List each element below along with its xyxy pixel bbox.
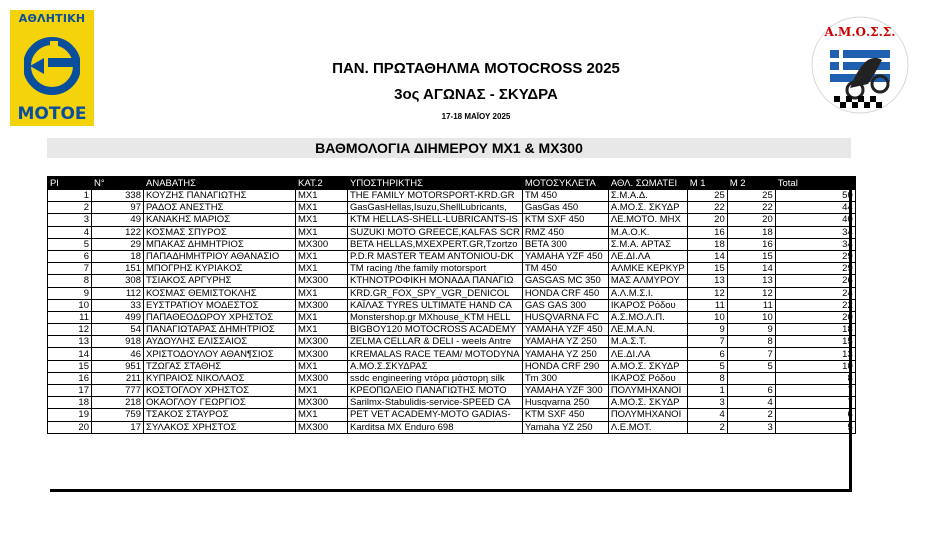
col-moto1-cell: 12 [687, 287, 727, 299]
col-place-cell: 14 [48, 348, 92, 360]
col-club-cell: Α.Λ.Μ.Σ.Ι. [608, 287, 687, 299]
table-row [48, 214, 856, 226]
col-category-cell: MX1 [296, 324, 348, 336]
col-club-cell: ΠΟΛΥΜΗΧΑΝΟΙ [608, 409, 687, 421]
col-sponsor-cell: KRD.GR_FOX_SPY_VGR_DENICOL [348, 287, 523, 299]
col-moto2-header: Μ 2 [727, 177, 775, 190]
standings-banner [47, 138, 851, 158]
col-motorcycle-cell: YAMAHA YZF 450 [522, 324, 608, 336]
col-number-cell: 54 [92, 324, 144, 336]
logo-top-text: ΑΘΛΗΤΙΚΗ [18, 12, 86, 25]
col-sponsor-cell: SUZUKI MOTO GREECE,KALFAS SCR [348, 226, 523, 238]
col-number-cell: 338 [92, 190, 144, 202]
col-motorcycle-cell: TM 450 [522, 190, 608, 202]
col-motorcycle-cell: GASGAS MC 350 [522, 275, 608, 287]
col-number-cell: 112 [92, 287, 144, 299]
col-place-cell: 17 [48, 385, 92, 397]
col-number-cell: 151 [92, 263, 144, 275]
col-total-cell: 8 [775, 372, 855, 384]
col-number-cell: 211 [92, 372, 144, 384]
col-category-cell: MX1 [296, 263, 348, 275]
col-number-cell: 18 [92, 250, 144, 262]
col-sponsor-cell: GasGasHellas,Isuzu,ShellLubricants, [348, 202, 523, 214]
col-moto1-cell: 22 [687, 202, 727, 214]
col-category-header: ΚΑΤ.2 [296, 177, 348, 190]
col-motorcycle-cell: YAMAHA YZF 300 [522, 385, 608, 397]
col-rider-header: ΑΝΑΒΑΤΗΣ [144, 177, 296, 190]
col-club-cell: ΠΟΛΥΜΗΧΑΝΟΙ [608, 385, 687, 397]
col-moto1-cell: 2 [687, 421, 727, 433]
col-club-cell: Α.ΜΟ.Σ. ΣΚΥΔΡ [608, 360, 687, 372]
col-total-header: Total [775, 177, 855, 190]
col-category-cell: MX1 [296, 311, 348, 323]
col-rider-cell: ΚΑΝΑΚΗΣ ΜΑΡΙΟΣ [144, 214, 296, 226]
col-category-cell: MX300 [296, 238, 348, 250]
col-number-cell: 308 [92, 275, 144, 287]
table-row [48, 385, 856, 397]
col-sponsor-cell: Monstershop.gr MXhouse_KTM HELL [348, 311, 523, 323]
col-moto1-cell: 13 [687, 275, 727, 287]
col-sponsor-cell: Α.ΜΟ.Σ.ΣΚΥΔΡΑΣ [348, 360, 523, 372]
event-date: 17-18 ΜΑΪΟΥ 2025 [441, 112, 511, 121]
col-rider-cell: ΠΑΠΑΔΗΜΗΤΡΙΟΥ ΑΘΑΝΑΣΙΟ [144, 250, 296, 262]
col-club-cell: Μ.Α.Ο.Κ. [608, 226, 687, 238]
col-place-cell: 7 [48, 263, 92, 275]
table-row [48, 190, 856, 202]
col-total-cell: 26 [775, 275, 855, 287]
table-header-row [48, 177, 856, 190]
col-moto2-cell: 10 [727, 311, 775, 323]
col-moto1-cell: 20 [687, 214, 727, 226]
col-sponsor-cell: Sarilmx-Stabulidis-service-SPEED CA [348, 397, 523, 409]
col-place-header: Pl [48, 177, 92, 190]
col-club-cell: ΙΚΑΡΟΣ Ρόδου [608, 372, 687, 384]
col-moto1-cell: 9 [687, 324, 727, 336]
col-moto1-cell: 1 [687, 385, 727, 397]
col-moto1-cell: 18 [687, 238, 727, 250]
col-rider-cell: ΚΟΣΜΑΣ ΣΠΥΡΟΣ [144, 226, 296, 238]
col-club-cell: ΛΕ.ΜΟΤΟ. ΜΗΧ [608, 214, 687, 226]
col-moto2-cell: 2 [727, 409, 775, 421]
col-rider-cell: ΠΑΠΑΘΕΟΔΩΡΟΥ ΧΡΗΣΤΟΣ [144, 311, 296, 323]
col-category-cell: MX1 [296, 250, 348, 262]
col-club-cell: ΛΕ.Μ.Α.Ν. [608, 324, 687, 336]
table-row [48, 202, 856, 214]
col-total-cell: 22 [775, 299, 855, 311]
col-number-cell: 759 [92, 409, 144, 421]
col-number-cell: 17 [92, 421, 144, 433]
table-row [48, 287, 856, 299]
col-number-cell: 97 [92, 202, 144, 214]
table-row [48, 348, 856, 360]
col-rider-cell: ΜΠΟΓΡΗΣ ΚΥΡΙΑΚΟΣ [144, 263, 296, 275]
col-sponsor-cell: KTM HELLAS-SHELL-LUBRICANTS-IS [348, 214, 523, 226]
col-rider-cell: ΕΥΣΤΡΑΤΙΟΥ ΜΟΔΕΣΤΟΣ [144, 299, 296, 311]
col-rider-cell: ΑΥΔΟΥΛΗΣ ΕΛΙΣΣΑΙΟΣ [144, 336, 296, 348]
col-total-cell: 29 [775, 263, 855, 275]
col-moto2-cell: 3 [727, 421, 775, 433]
col-place-cell: 4 [48, 226, 92, 238]
standings-banner-text: ΒΑΘΜΟΛΟΓΙΑ ΔΙΗΜΕΡΟΥ MX1 & MX300 [315, 140, 583, 156]
col-moto2-cell [727, 372, 775, 384]
table-row [48, 372, 856, 384]
col-club-cell: Α.ΜΟ.Σ. ΣΚΥΔΡ [608, 397, 687, 409]
col-sponsor-cell: ssdc engineering ντόρα μάστορη silk [348, 372, 523, 384]
col-rider-cell: ΜΠΑΚΑΣ ΔΗΜΗΤΡΙΟΣ [144, 238, 296, 250]
col-category-cell: MX300 [296, 299, 348, 311]
table-row [48, 238, 856, 250]
col-sponsor-cell: KREMALAS RACE TEAM/ MOTODYNA [348, 348, 523, 360]
table-row [48, 409, 856, 421]
col-motorcycle-cell: YAMAHA YZ 250 [522, 336, 608, 348]
col-motorcycle-cell: Yamaha YZ 250 [522, 421, 608, 433]
col-sponsor-cell: THE FAMILY MOTORSPORT-KRD.GR [348, 190, 523, 202]
col-moto2-cell: 9 [727, 324, 775, 336]
table-row [48, 397, 856, 409]
col-place-cell: 10 [48, 299, 92, 311]
col-moto1-cell: 6 [687, 348, 727, 360]
col-club-cell: Α.Σ.ΜΟ.Λ.Π. [608, 311, 687, 323]
col-total-cell: 6 [775, 409, 855, 421]
col-moto1-cell: 25 [687, 190, 727, 202]
col-moto2-cell: 12 [727, 287, 775, 299]
col-moto1-cell: 16 [687, 226, 727, 238]
col-place-cell: 8 [48, 275, 92, 287]
col-moto2-cell: 22 [727, 202, 775, 214]
col-place-cell: 2 [48, 202, 92, 214]
col-motorcycle-cell: KTM SXF 450 [522, 409, 608, 421]
col-category-cell: MX1 [296, 190, 348, 202]
col-category-cell: MX1 [296, 214, 348, 226]
col-category-cell: MX1 [296, 226, 348, 238]
col-sponsor-cell: TM racing /the family motorsport [348, 263, 523, 275]
col-total-cell: 40 [775, 214, 855, 226]
col-moto2-cell: 7 [727, 348, 775, 360]
col-number-cell: 499 [92, 311, 144, 323]
col-place-cell: 12 [48, 324, 92, 336]
logo-bottom-text: ΜΟΤΟΕ [17, 104, 87, 124]
col-motorcycle-cell: HONDA CRF 450 [522, 287, 608, 299]
col-rider-cell: ΚΟΥΖΗΣ ΠΑΝΑΓΙΩΤΗΣ [144, 190, 296, 202]
col-moto1-header: Μ 1 [687, 177, 727, 190]
col-moto2-cell: 20 [727, 214, 775, 226]
col-rider-cell: ΚΟΣΤΟΓΛΟΥ ΧΡΗΣΤΟΣ [144, 385, 296, 397]
col-place-cell: 20 [48, 421, 92, 433]
col-moto1-cell: 14 [687, 250, 727, 262]
table-row [48, 275, 856, 287]
col-motorcycle-header: ΜΟΤΟΣΥΚΛΕΤΑ [522, 177, 608, 190]
col-motorcycle-cell: RMZ 450 [522, 226, 608, 238]
col-sponsor-cell: BIGBOY120 MOTOCROSS ACADEMY [348, 324, 523, 336]
table-row [48, 250, 856, 262]
table-row [48, 360, 856, 372]
col-category-cell: MX300 [296, 372, 348, 384]
col-moto1-cell: 15 [687, 263, 727, 275]
col-motorcycle-cell: GasGas 450 [522, 202, 608, 214]
col-total-cell: 13 [775, 348, 855, 360]
col-moto1-cell: 5 [687, 360, 727, 372]
club-logo-text: Α.Μ.Ο.Σ.Σ. [824, 25, 896, 39]
col-number-cell: 218 [92, 397, 144, 409]
col-sponsor-header: ΥΠΟΣΤΗΡΙΚΤΗΣ [348, 177, 523, 190]
col-motorcycle-cell: TM 450 [522, 263, 608, 275]
col-sponsor-cell: P.D.R MASTER TEAM ANTONIOU-DK [348, 250, 523, 262]
col-club-cell: Μ.Α.Σ.Τ. [608, 336, 687, 348]
table-row [48, 299, 856, 311]
page-title: ΠΑΝ. ΠΡΩΤΑΘΗΛΜΑ MOTOCROSS 2025 [332, 60, 620, 77]
col-club-cell: Α.ΜΟ.Σ. ΣΚΥΔΡ [608, 202, 687, 214]
col-motorcycle-cell: GAS GAS 300 [522, 299, 608, 311]
col-rider-cell: ΚΟΣΜΑΣ ΘΕΜΙΣΤΟΚΛΗΣ [144, 287, 296, 299]
table-row [48, 324, 856, 336]
col-sponsor-cell: Karditsa MX Enduro 698 [348, 421, 523, 433]
col-club-cell: Λ.Ε.ΜΟΤ. [608, 421, 687, 433]
col-place-cell: 11 [48, 311, 92, 323]
col-number-cell: 49 [92, 214, 144, 226]
col-number-cell: 777 [92, 385, 144, 397]
col-motorcycle-cell: HONDA CRF 290 [522, 360, 608, 372]
col-number-cell: 918 [92, 336, 144, 348]
table-row [48, 336, 856, 348]
col-sponsor-cell: BETA HELLAS,MXEXPERT.GR,Tzortzo [348, 238, 523, 250]
col-category-cell: MX1 [296, 202, 348, 214]
col-rider-cell: ΟΚΑΟΓΛΟΥ ΓΕΩΡΓΙΟΣ [144, 397, 296, 409]
col-total-cell: 7 [775, 397, 855, 409]
col-category-cell: MX300 [296, 336, 348, 348]
col-moto1-cell: 7 [687, 336, 727, 348]
col-rider-cell: ΧΡΙΣΤΟΔΟΥΛΟΥ ΑΘΑΝ¶ΣΙΟΣ [144, 348, 296, 360]
col-place-cell: 5 [48, 238, 92, 250]
col-sponsor-cell: ZELMA CELLAR & DELI - weels Antre [348, 336, 523, 348]
col-moto2-cell: 18 [727, 226, 775, 238]
col-number-cell: 33 [92, 299, 144, 311]
col-category-cell: MX300 [296, 275, 348, 287]
col-club-cell: ΙΚΑΡΟΣ Ρόδου [608, 299, 687, 311]
col-sponsor-cell: ΚΡΕΟΠΩΛΕΙΟ ΠΑΝΑΓΙΩΤΗΣ ΜΟΤΟ [348, 385, 523, 397]
col-moto2-cell: 25 [727, 190, 775, 202]
col-moto1-cell: 8 [687, 372, 727, 384]
col-place-cell: 16 [48, 372, 92, 384]
col-moto2-cell: 16 [727, 238, 775, 250]
standings-table [47, 176, 856, 434]
col-place-cell: 18 [48, 397, 92, 409]
table-row [48, 311, 856, 323]
col-rider-cell: ΤΣΙΑΚΟΣ ΑΡΓΥΡΗΣ [144, 275, 296, 287]
event-subtitle: 3ος ΑΓΩΝΑΣ - ΣΚΥΔΡΑ [394, 86, 558, 103]
col-moto2-cell: 15 [727, 250, 775, 262]
table-row [48, 263, 856, 275]
col-moto1-cell: 11 [687, 299, 727, 311]
col-moto1-cell: 4 [687, 409, 727, 421]
col-category-cell: MX1 [296, 360, 348, 372]
col-moto2-cell: 8 [727, 336, 775, 348]
col-club-cell: ΜΑΣ ΑΛΜΥΡΟΥ [608, 275, 687, 287]
col-club-header: ΑΘΛ. ΣΩΜΑΤΕΙ [608, 177, 687, 190]
col-total-cell: 24 [775, 287, 855, 299]
col-club-cell: ΛΕ.ΔΙ.ΛΑ [608, 250, 687, 262]
col-rider-cell: ΠΑΝΑΓΙΩΤΑΡΑΣ ΔΗΜΗΤΡΙΟΣ [144, 324, 296, 336]
col-place-cell: 19 [48, 409, 92, 421]
col-total-cell: 10 [775, 360, 855, 372]
col-category-cell: MX1 [296, 385, 348, 397]
col-place-cell: 13 [48, 336, 92, 348]
col-moto2-cell: 6 [727, 385, 775, 397]
table-row [48, 421, 856, 433]
col-club-cell: ΑΛΜΚΕ ΚΕΡΚΥΡ [608, 263, 687, 275]
col-place-cell: 6 [48, 250, 92, 262]
col-category-cell: MX1 [296, 287, 348, 299]
col-sponsor-cell: ΚΤΗΝΟΤΡΟΦΙΚΗ ΜΟΝΑΔΑ ΠΑΝΑΓΙΩ [348, 275, 523, 287]
col-motorcycle-cell: Tm 300 [522, 372, 608, 384]
col-moto2-cell: 4 [727, 397, 775, 409]
col-moto2-cell: 11 [727, 299, 775, 311]
col-motorcycle-cell: YAMAHA YZ 250 [522, 348, 608, 360]
col-total-cell: 34 [775, 226, 855, 238]
col-number-cell: 29 [92, 238, 144, 250]
col-motorcycle-cell: YAMAHA YZF 450 [522, 250, 608, 262]
col-number-cell: 122 [92, 226, 144, 238]
col-club-cell: Σ.Μ.Α. ΑΡΤΑΣ [608, 238, 687, 250]
col-total-cell: 5 [775, 421, 855, 433]
col-total-cell: 18 [775, 324, 855, 336]
col-total-cell: 29 [775, 250, 855, 262]
col-moto1-cell: 10 [687, 311, 727, 323]
table-shadow-bottom [50, 489, 852, 492]
col-category-cell: MX300 [296, 348, 348, 360]
col-total-cell: 7 [775, 385, 855, 397]
col-place-cell: 1 [48, 190, 92, 202]
col-rider-cell: ΤΣΑΚΟΣ ΣΤΑΥΡΟΣ [144, 409, 296, 421]
col-rider-cell: ΣΥΛΑΚΟΣ ΧΡΗΣΤΟΣ [144, 421, 296, 433]
col-place-cell: 3 [48, 214, 92, 226]
col-total-cell: 34 [775, 238, 855, 250]
col-category-cell: MX300 [296, 421, 348, 433]
col-rider-cell: ΡΑΔΟΣ ΑΝΕΣΤΗΣ [144, 202, 296, 214]
col-moto2-cell: 5 [727, 360, 775, 372]
col-motorcycle-cell: HUSQVARNA FC [522, 311, 608, 323]
col-number-cell: 951 [92, 360, 144, 372]
col-motorcycle-cell: KTM SXF 450 [522, 214, 608, 226]
col-rider-cell: ΚΥΠΡΑΙΟΣ ΝΙΚΟΛΑΟΣ [144, 372, 296, 384]
col-club-cell: Σ.Μ.Α.Δ. [608, 190, 687, 202]
col-total-cell: 20 [775, 311, 855, 323]
col-number-cell: 46 [92, 348, 144, 360]
col-category-cell: MX1 [296, 409, 348, 421]
col-moto1-cell: 3 [687, 397, 727, 409]
table-row [48, 226, 856, 238]
col-sponsor-cell: PET VET ACADEMY-MOTO GADIAS- [348, 409, 523, 421]
col-sponsor-cell: ΚΑΪΛΑΣ TYRES ULTIMATE HAND CA [348, 299, 523, 311]
col-motorcycle-cell: Husqvarna 250 [522, 397, 608, 409]
col-moto2-cell: 13 [727, 275, 775, 287]
col-number-header: N° [92, 177, 144, 190]
col-place-cell: 9 [48, 287, 92, 299]
col-place-cell: 15 [48, 360, 92, 372]
col-total-cell: 44 [775, 202, 855, 214]
col-total-cell: 50 [775, 190, 855, 202]
col-moto2-cell: 14 [727, 263, 775, 275]
col-club-cell: ΛΕ.ΔΙ.ΛΑ [608, 348, 687, 360]
col-rider-cell: ΤΖΩΓΑΣ ΣΤΑΘΗΣ [144, 360, 296, 372]
col-total-cell: 15 [775, 336, 855, 348]
col-category-cell: MX300 [296, 397, 348, 409]
col-motorcycle-cell: BETA 300 [522, 238, 608, 250]
